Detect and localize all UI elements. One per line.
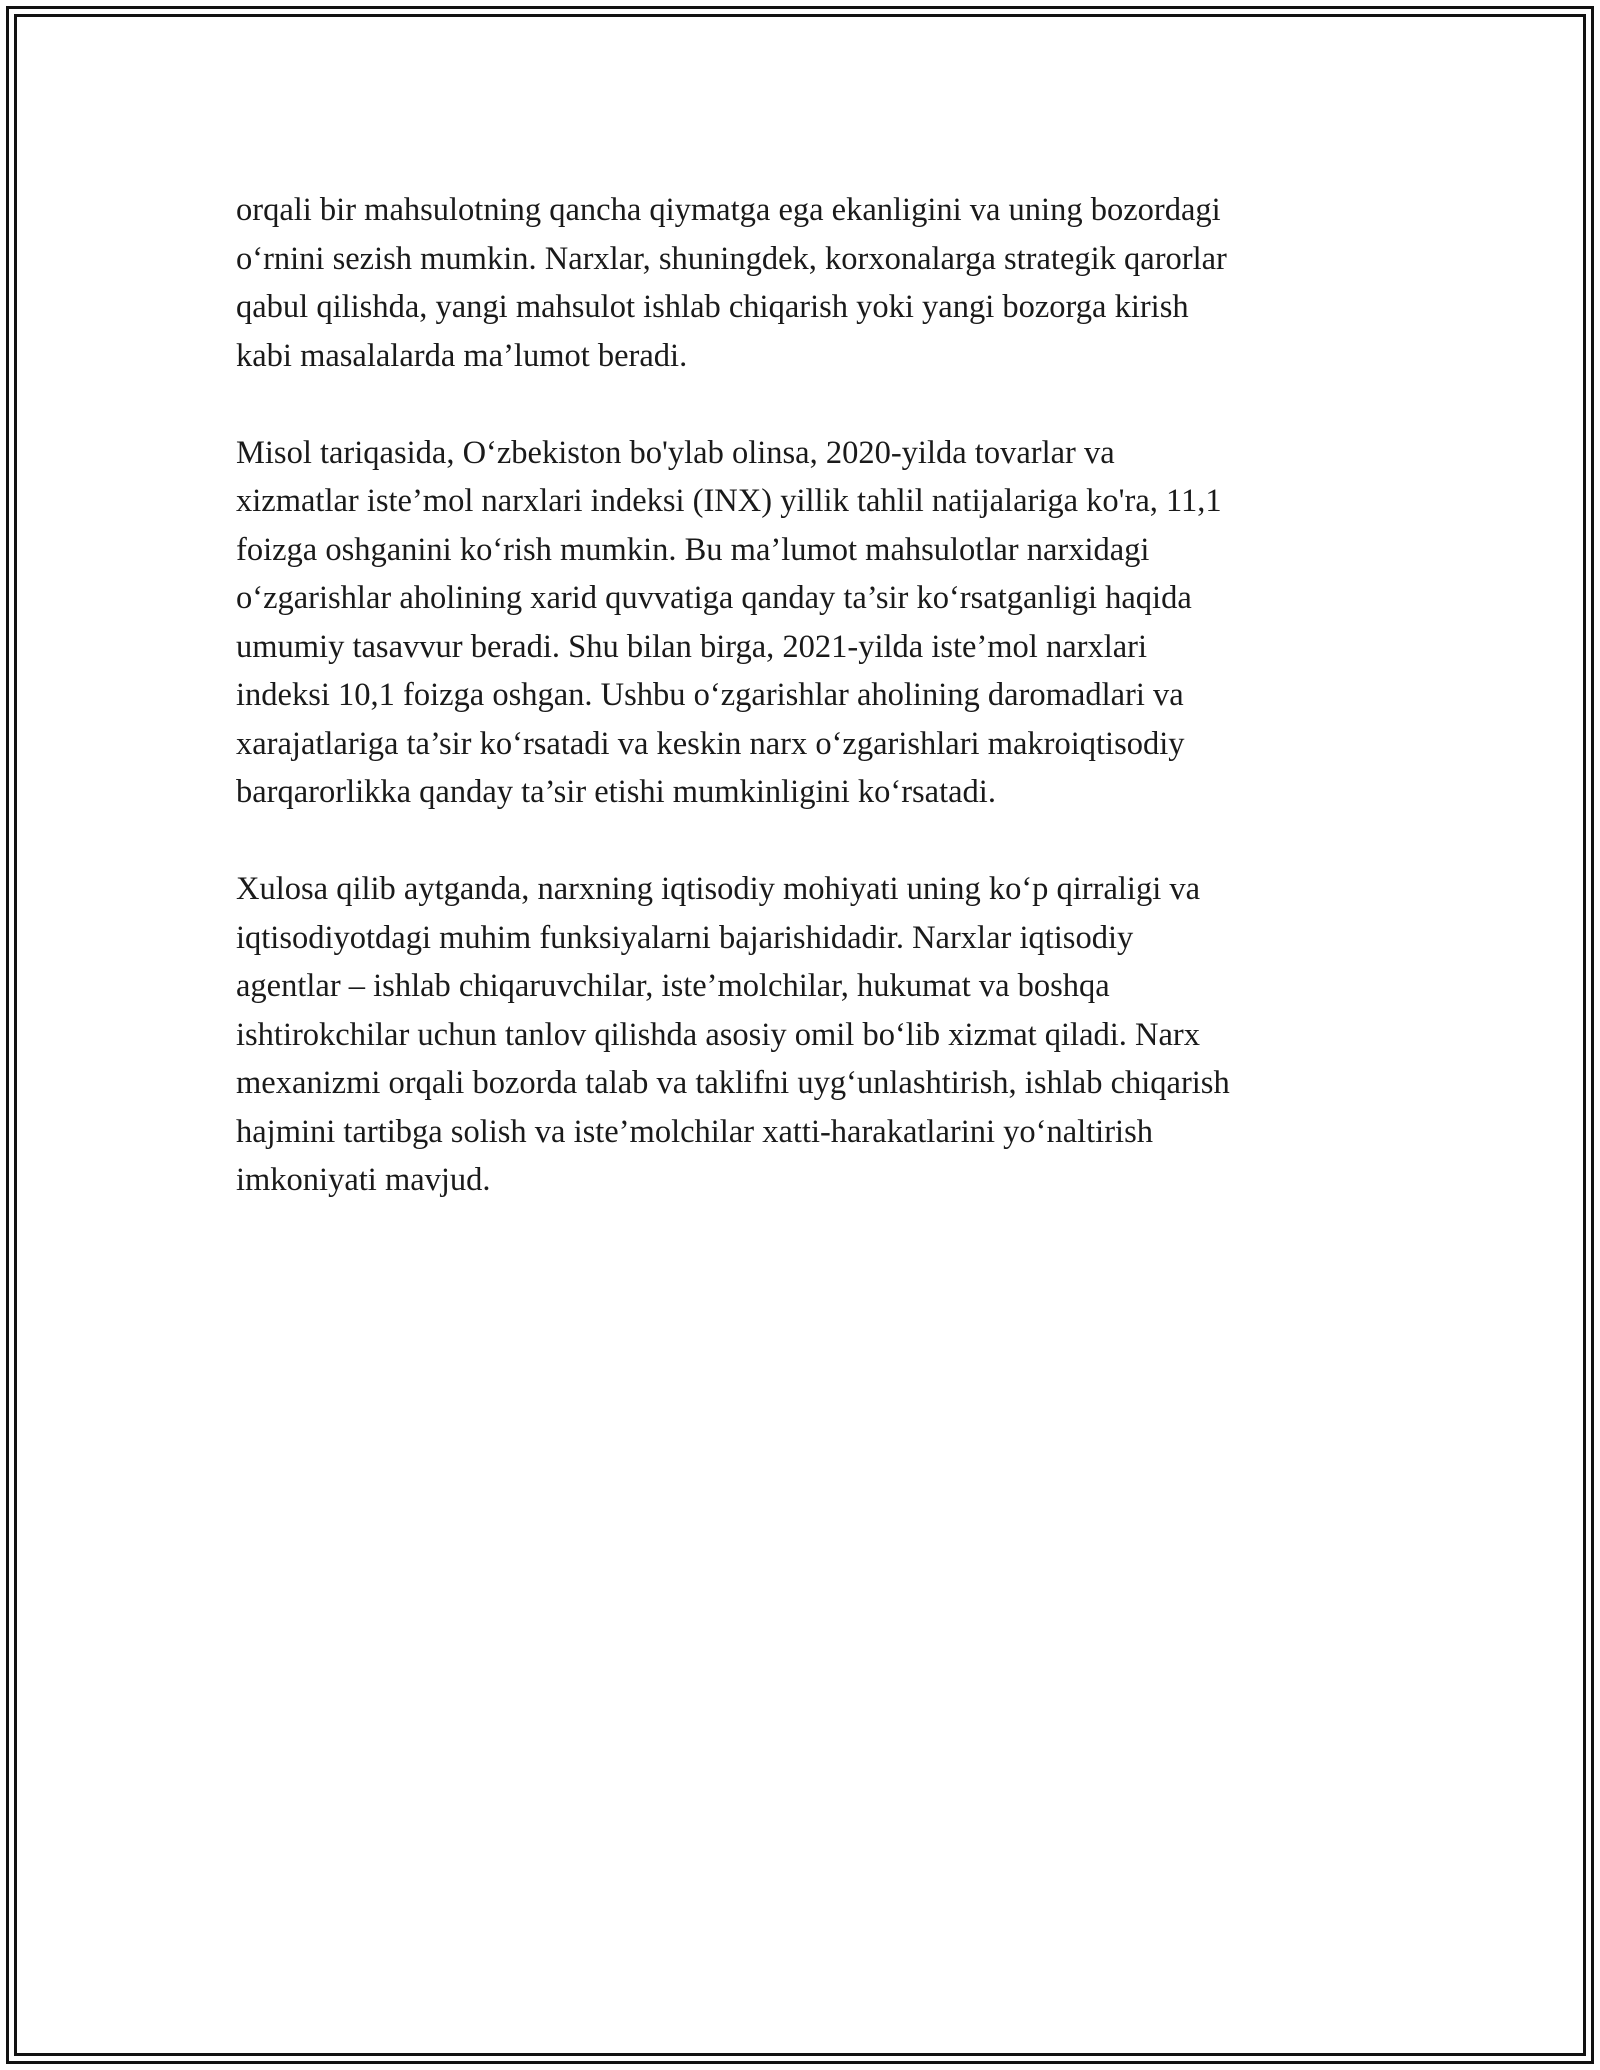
text-line: ishtirokchilar uchun tanlov qilishda asosiy omil bo‘lib xizmat qiladi. Narx xyxy=(236,1016,1201,1053)
text-line: o‘rnini sezish mumkin. Narxlar, shuningdek, korxonalarga strategik qarorlar xyxy=(236,240,1227,277)
text-line: umumiy tasavvur beradi. Shu bilan birga, 2021-yilda iste’mol narxlari xyxy=(236,628,1148,665)
text-line: iqtisodiyotdagi muhim funksiyalarni bajarishidadir. Narxlar iqtisodiy xyxy=(236,919,1134,956)
text-line: agentlar – ishlab chiqaruvchilar, iste’molchilar, hukumat va boshqa xyxy=(236,968,1110,1004)
text-line: orqali bir mahsulotning qancha qiymatga ega ekanligini va uning bozordagi xyxy=(236,192,1221,228)
text-line: hajmini tartibga solish va iste’molchilar xatti-harakatlarini yo‘naltirish xyxy=(236,1113,1153,1150)
text-line: xarajatlariga ta’sir ko‘rsatadi va keskin narx o‘zgarishlari makroiqtisodiy xyxy=(236,725,1185,762)
text-line: foizga oshganini ko‘rish mumkin. Bu ma’lumot mahsulotlar narxidagi xyxy=(236,531,1150,568)
text-line: mexanizmi orqali bozorda talab va taklifni uyg‘unlashtirish, ishlab chiqarish xyxy=(236,1065,1230,1101)
text-line: qabul qilishda, yangi mahsulot ishlab chiqarish yoki yangi bozorga kirish xyxy=(236,289,1189,325)
text-line: Misol tariqasida, O‘zbekiston bo'ylab olinsa, 2020-yilda tovarlar va xyxy=(236,434,1115,471)
text-line: imkoniyati mavjud. xyxy=(236,1162,491,1198)
text-line: barqarorlikka qanday ta’sir etishi mumkinligini ko‘rsatadi. xyxy=(236,774,996,810)
text-line: kabi masalalarda ma’lumot beradi. xyxy=(236,337,688,374)
paragraph-1 xyxy=(236,186,1396,380)
paragraph-3 xyxy=(236,865,1396,1205)
text-line: indeksi 10,1 foizga oshgan. Ushbu o‘zgarishlar aholining daromadlari va xyxy=(236,677,1184,713)
document-body xyxy=(236,186,1396,1253)
paragraph-2 xyxy=(236,429,1396,817)
text-line: o‘zgarishlar aholining xarid quvvatiga qanday ta’sir ko‘rsatganligi haqida xyxy=(236,580,1192,616)
text-line: Xulosa qilib aytganda, narxning iqtisodiy mohiyati uning ko‘p qirraligi va xyxy=(236,871,1201,907)
text-line: xizmatlar iste’mol narxlari indeksi (INX) yillik tahlil natijalariga ko'ra, 11,1 xyxy=(236,483,1222,519)
